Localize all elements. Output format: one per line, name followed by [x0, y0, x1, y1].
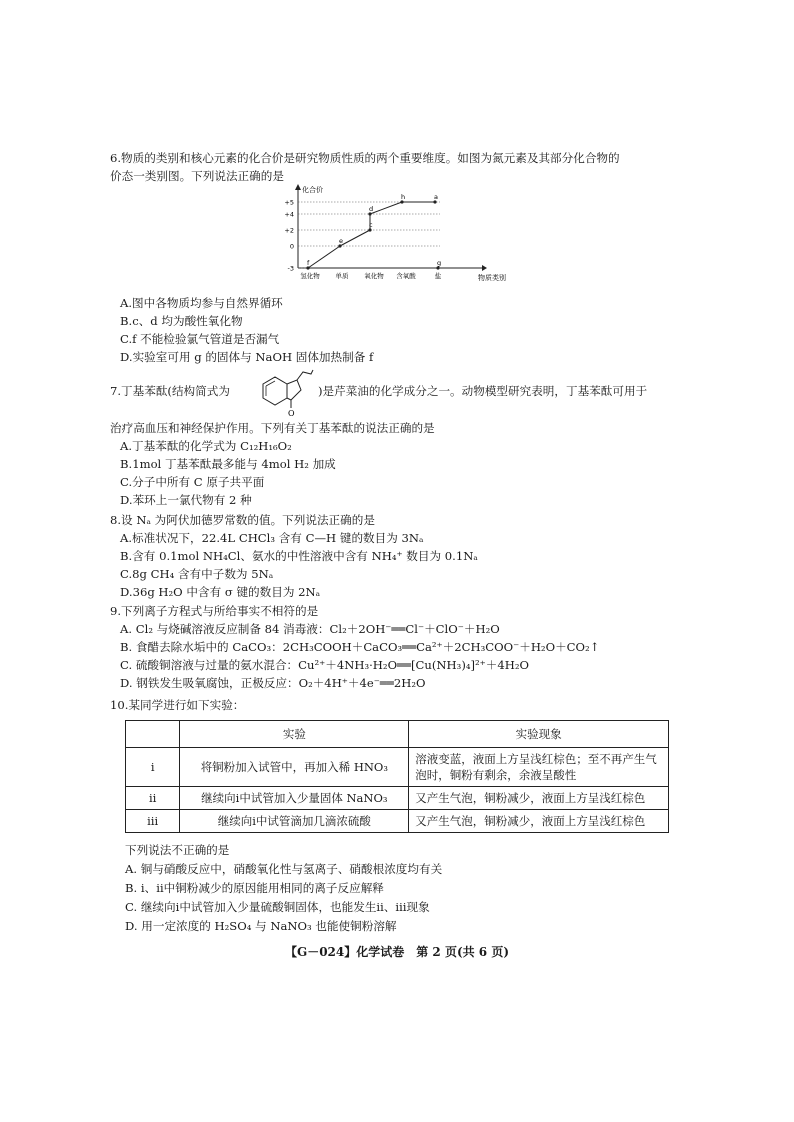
- x-tick-label: 氧化物: [364, 272, 384, 280]
- q9-option-d: D. 钢铁发生吸氧腐蚀，正极反应：O₂＋4H⁺＋4e⁻══2H₂O: [120, 676, 426, 690]
- row-observation: 溶液变蓝，液面上方呈浅红棕色；至不再产生气泡时，铜粉有剩余，余液呈酸性: [409, 748, 669, 787]
- q6-stem-line2: 价态一类别图。下列说法正确的是: [110, 169, 284, 183]
- butylphthalide-structure: [255, 370, 315, 420]
- table-header-row: [126, 721, 669, 748]
- connector-e-c: [340, 230, 370, 246]
- row-experiment: 继续向ⅰ中试管滴加几滴浓硫酸: [180, 810, 409, 833]
- q10-stem: 10.某同学进行如下实验：: [110, 698, 245, 712]
- x-axis-arrow: [482, 265, 487, 271]
- row-id: ⅰ: [126, 748, 180, 787]
- chart-axes: [284, 184, 506, 282]
- q10-question: 下列说法不正确的是: [125, 843, 230, 857]
- point-label-d: d: [369, 205, 374, 213]
- x-tick-label: 盐: [434, 272, 442, 280]
- chart-marks: [306, 193, 441, 270]
- q10-option-c: C. 继续向ⅰ中试管加入少量硫酸铜固体，也能发生ⅱ、ⅲ现象: [125, 900, 430, 914]
- point-label-g: g: [437, 259, 442, 267]
- row-experiment: 继续向ⅰ中试管加入少量固体 NaNO₃: [180, 787, 409, 810]
- q9-stem: 9.下列离子方程式与所给事实不相符的是: [110, 604, 319, 618]
- q10-option-b: B. ⅰ、ⅱ中铜粉减少的原因能用相同的离子反应解释: [125, 881, 384, 895]
- q8-option-c: C.8g CH₄ 含有中子数为 5Nₐ: [120, 567, 274, 581]
- page-footer: 【G－024】化学试卷 第 2 页(共 6 页): [284, 945, 510, 959]
- q10-option-a: A. 铜与硝酸反应中，硝酸氧化性与氢离子、硝酸根浓度均有关: [125, 862, 443, 876]
- point-label-h: h: [401, 193, 406, 201]
- table-row: [126, 810, 669, 833]
- point-label-c: c: [369, 221, 373, 229]
- x-tick-label: 氢化物: [300, 272, 320, 280]
- y-axis-label: 化合价: [302, 186, 323, 194]
- y-axis-arrow: [295, 184, 301, 190]
- y-tick-label: +5: [284, 198, 294, 207]
- q8-option-b: B.含有 0.1mol NH₄Cl、氨水的中性溶液中含有 NH₄⁺ 数目为 0.1Nₐ: [120, 549, 478, 563]
- carbonyl-oxygen-label: O: [288, 409, 295, 418]
- q7-option-b: B.1mol 丁基苯酞最多能与 4mol H₂ 加成: [120, 457, 336, 471]
- connector-d-h: [370, 202, 402, 214]
- q7-stem-line2: 治疗高血压和神经保护作用。下列有关丁基苯酞的说法正确的是: [110, 421, 435, 435]
- q9-option-a: A. Cl₂ 与烧碱溶液反应制备 84 消毒液：Cl₂＋2OH⁻══Cl⁻＋ClO⁻＋H₂O: [120, 622, 500, 636]
- row-observation: 又产生气泡，铜粉减少，液面上方呈浅红棕色: [409, 810, 669, 833]
- q7-stem-part1: 7.丁基苯酞(结构简式为: [110, 384, 230, 398]
- x-tick-label: 单质: [335, 272, 349, 280]
- row-id: ⅲ: [126, 810, 180, 833]
- q8-option-a: A.标准状况下，22.4L CHCl₃ 含有 C—H 键的数目为 3Nₐ: [120, 531, 424, 545]
- experiment-table: [125, 720, 669, 833]
- q7-option-d: D.苯环上一氯代物有 2 种: [120, 493, 252, 507]
- q6-option-b: B.c、d 均为酸性氧化物: [120, 314, 243, 328]
- point-label-e: e: [339, 237, 343, 245]
- table-header-id: [126, 721, 180, 748]
- y-tick-label: -3: [287, 264, 294, 273]
- table-header-observation: 实验现象: [409, 721, 669, 748]
- x-axis-label: 物质类别: [478, 274, 506, 282]
- q7-option-a: A.丁基苯酞的化学式为 C₁₂H₁₆O₂: [120, 439, 292, 453]
- y-tick-label: +4: [284, 210, 294, 219]
- q8-option-d: D.36g H₂O 中含有 σ 键的数目为 2Nₐ: [120, 585, 321, 599]
- q9-option-b: B. 食醋去除水垢中的 CaCO₃：2CH₃COOH＋CaCO₃══Ca²⁺＋2CH₃COO⁻＋H₂O＋CO₂↑: [120, 640, 600, 654]
- table-row: [126, 787, 669, 810]
- q7-option-c: C.分子中所有 C 原子共平面: [120, 475, 265, 489]
- table-row: [126, 748, 669, 787]
- q10-option-d: D. 用一定浓度的 H₂SO₄ 与 NaNO₃ 也能使铜粉溶解: [125, 919, 397, 933]
- q9-option-c: C. 硫酸铜溶液与过量的氨水混合：Cu²⁺＋4NH₃·H₂O══[Cu(NH₃)₄]²⁺＋4H₂O: [120, 658, 530, 672]
- point-label-f: f: [307, 259, 310, 267]
- point-label-a: a: [434, 193, 438, 201]
- connector-f-e: [308, 246, 340, 268]
- q6-stem-line1: 6.物质的类别和核心元素的化合价是研究物质性质的两个重要维度。如图为氮元素及其部分化合物的: [110, 151, 620, 165]
- q7-stem-part2: )是芹菜油的化学成分之一。动物模型研究表明，丁基苯酞可用于: [318, 384, 648, 398]
- q6-option-c: C.f 不能检验氯气管道是否漏气: [120, 332, 280, 346]
- x-tick-label: 含氧酸: [396, 272, 416, 280]
- valence-category-chart: [270, 180, 506, 295]
- y-tick-label: +2: [284, 226, 294, 235]
- q6-option-d: D.实验室可用 g 的固体与 NaOH 固体加热制备 f: [120, 350, 374, 364]
- y-tick-label: 0: [289, 242, 294, 251]
- row-observation: 又产生气泡，铜粉减少，液面上方呈浅红棕色: [409, 787, 669, 810]
- q8-stem: 8.设 Nₐ 为阿伏加德罗常数的值。下列说法正确的是: [110, 513, 375, 527]
- row-id: ⅱ: [126, 787, 180, 810]
- q6-option-a: A.图中各物质均参与自然界循环: [120, 296, 283, 310]
- row-experiment: 将铜粉加入试管中，再加入稀 HNO₃: [180, 748, 409, 787]
- table-header-experiment: 实验: [180, 721, 409, 748]
